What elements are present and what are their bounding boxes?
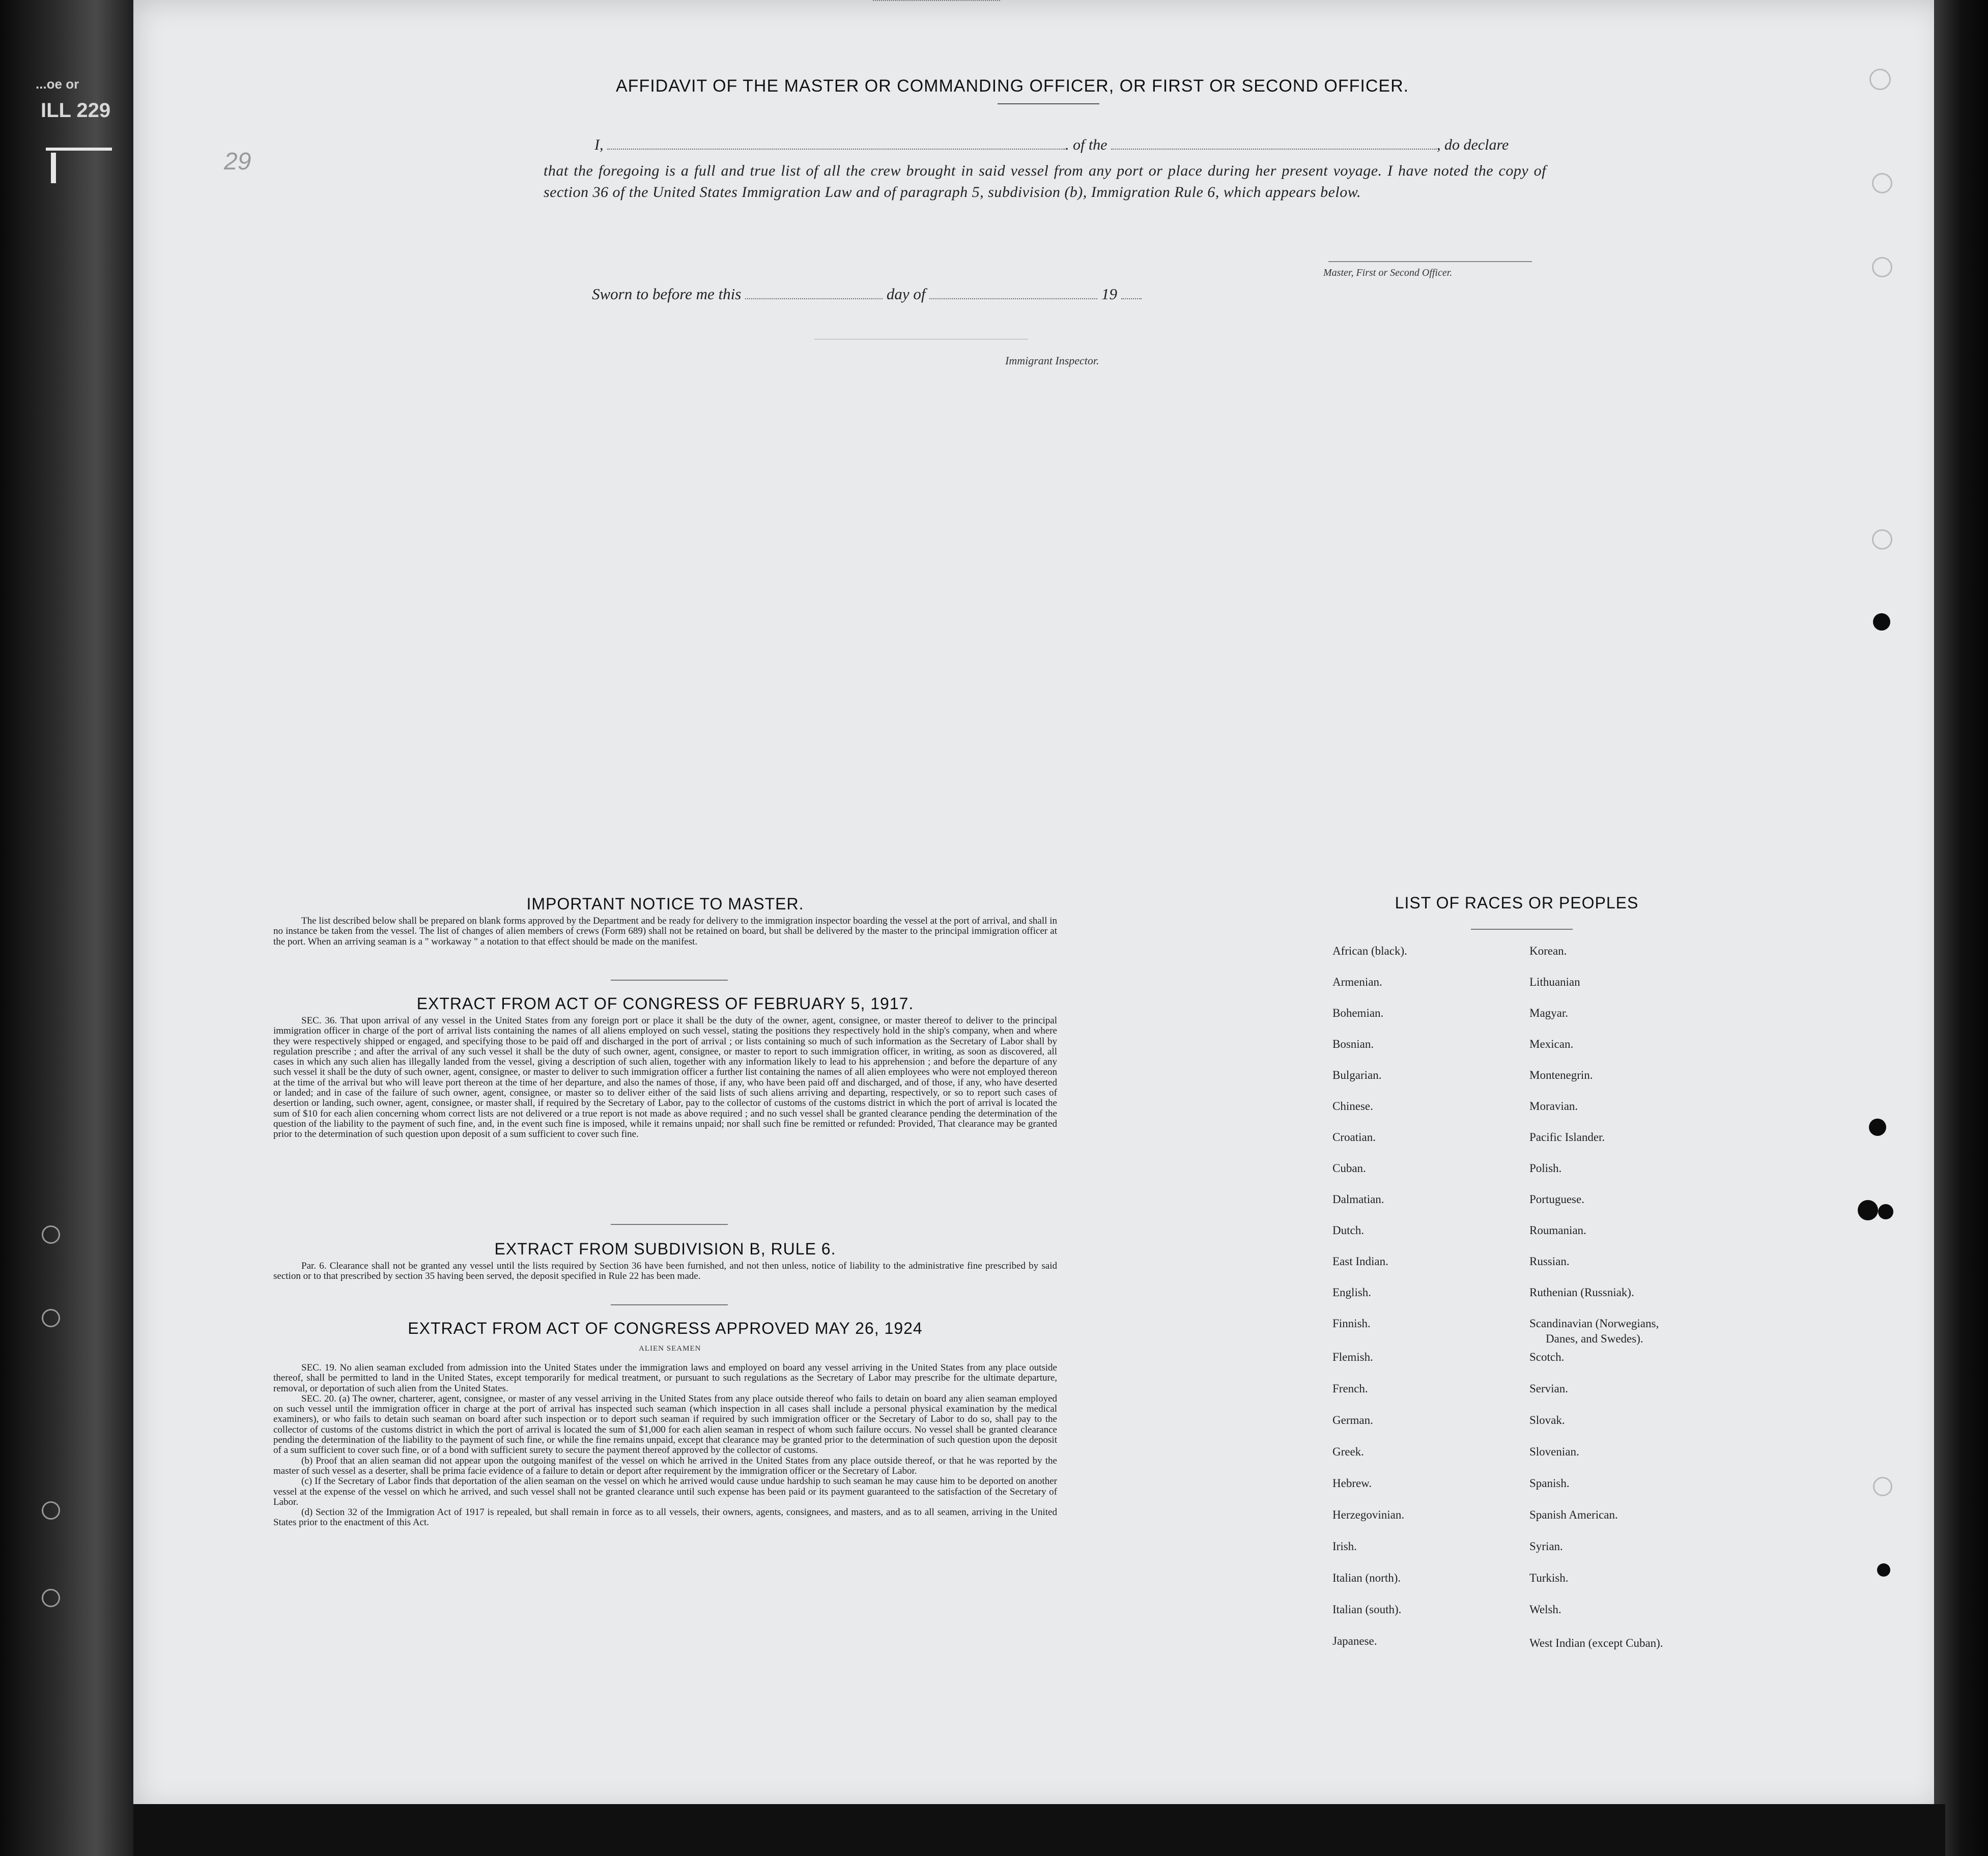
race-item: Chinese. <box>1332 1100 1373 1112</box>
race-item: Croatian. <box>1332 1131 1376 1144</box>
race-item: Irish. <box>1332 1540 1357 1553</box>
race-item: Italian (north). <box>1332 1572 1401 1584</box>
punch-hole <box>1869 69 1891 90</box>
extract-1917-divider <box>611 1224 728 1225</box>
affidavit-i-label: I, <box>594 136 604 153</box>
race-item: Pacific Islander. <box>1529 1131 1605 1144</box>
affidavit-title: AFFIDAVIT OF THE MASTER OR COMMANDING OFFICER, OR FIRST OR SECOND OFFICER. <box>616 76 1409 96</box>
race-item: Syrian. <box>1529 1540 1563 1553</box>
sworn-day-field[interactable] <box>745 298 883 299</box>
punch-hole <box>1873 1477 1892 1496</box>
race-item: Slovenian. <box>1529 1445 1579 1458</box>
sworn-year-label: 19 <box>1101 285 1117 303</box>
race-item: Danes, and Swedes). <box>1546 1332 1643 1345</box>
extract-1924-sec19: SEC. 19. No alien seaman excluded from admission into the United States under the immigration laws and employed on board any vessel arriving in the United States from any place outside thereof, shall be permitted to land in the United States, except temporarily for medical treatment, or pursuant to such regulations as the Secretary of Labor may prescribe for the ultimate departure, removal, or deportation of such alien from the United States. <box>273 1362 1057 1394</box>
race-item: Dalmatian. <box>1332 1193 1384 1206</box>
margin-stamp-small: ...oe or <box>36 76 79 92</box>
punch-hole <box>1873 613 1890 631</box>
race-item: Ruthenian (Russniak). <box>1529 1286 1634 1299</box>
race-item: Bosnian. <box>1332 1038 1374 1050</box>
punch-hole <box>1869 1119 1886 1136</box>
affidavit-body-text: that the foregoing is a full and true list of all the crew brought in said vessel from any port or place during her present voyage. I have noted the copy of section 36 of the United States Immigration Law and of paragraph 5, subdivision (b), Immigration Rule 6, which appears below. <box>544 162 1546 201</box>
inspector-caption: Immigrant Inspector. <box>1005 354 1099 367</box>
notice-divider <box>611 980 728 981</box>
races-title: LIST OF RACES OR PEOPLES <box>1395 894 1639 912</box>
race-item: Montenegrin. <box>1529 1069 1593 1081</box>
race-item: Korean. <box>1529 945 1567 957</box>
race-item: Scotch. <box>1529 1351 1565 1363</box>
race-item: Finnish. <box>1332 1317 1371 1330</box>
punch-hole <box>1872 529 1892 550</box>
race-item: Flemish. <box>1332 1351 1373 1363</box>
margin-stamp: ILL 229 <box>41 99 111 122</box>
sworn-year-field[interactable] <box>1121 298 1142 299</box>
race-item: Spanish. <box>1529 1477 1570 1490</box>
race-item: Armenian. <box>1332 976 1382 988</box>
sworn-line <box>592 285 1142 303</box>
race-item: East Indian. <box>1332 1255 1388 1268</box>
race-item: Japanese. <box>1332 1635 1377 1647</box>
race-item: Slovak. <box>1529 1414 1565 1426</box>
sworn-prefix-label: Sworn to before me this <box>592 285 742 303</box>
sworn-month-field[interactable] <box>929 298 1097 299</box>
affidavit-title-rule <box>998 103 1099 104</box>
race-item: West Indian (except Cuban). <box>1529 1637 1663 1649</box>
race-item: Servian. <box>1529 1382 1569 1395</box>
binder-hole <box>42 1309 60 1327</box>
race-item: Dutch. <box>1332 1224 1364 1237</box>
races-title-rule <box>1471 929 1573 930</box>
punch-hole <box>1878 1204 1893 1219</box>
affidavit-of-the-label: . of the <box>1065 136 1107 153</box>
extract-rule6-block <box>273 1261 1057 1282</box>
affidavit-declaration-line <box>594 136 1509 154</box>
race-item: French. <box>1332 1382 1368 1395</box>
margin-tick-mark <box>51 153 56 183</box>
extract-1924-sec20c: (c) If the Secretary of Labor finds that deportation of the alien seaman on the vessel on which he arrived would cause undue hardship to such seaman he may cause him to be deported on another vessel at the expense of the vessel on which he arrived, and such vessel shall not be granted clearance until such expense has been paid or its payment guaranteed to the satisfaction of the Secretary of Labor. <box>273 1476 1057 1507</box>
race-item: English. <box>1332 1286 1372 1299</box>
race-item: Polish. <box>1529 1162 1562 1175</box>
scan-left-edge <box>0 0 137 1856</box>
race-item: Hebrew. <box>1332 1477 1372 1490</box>
extract-1917-block <box>273 1016 1057 1140</box>
race-item: Turkish. <box>1529 1572 1569 1584</box>
race-item: Mexican. <box>1529 1038 1574 1050</box>
notice-text-block <box>273 916 1057 947</box>
race-item: Spanish American. <box>1529 1508 1618 1521</box>
officer-name-field[interactable] <box>607 149 1065 150</box>
notice-title: IMPORTANT NOTICE TO MASTER. <box>526 895 804 913</box>
sworn-day-of-label: day of <box>886 285 926 303</box>
extract-rule6-title: EXTRACT FROM SUBDIVISION B, RULE 6. <box>494 1240 836 1258</box>
binder-hole <box>42 1501 60 1520</box>
extract-rule6-divider <box>611 1304 728 1305</box>
margin-bracket-mark <box>46 148 112 151</box>
race-item: Russian. <box>1529 1255 1570 1268</box>
punch-hole <box>1872 257 1892 277</box>
binder-hole <box>42 1589 60 1607</box>
race-item: Portuguese. <box>1529 1193 1584 1206</box>
race-item: German. <box>1332 1414 1373 1426</box>
extract-1917-text: SEC. 36. That upon arrival of any vessel in the United States from any foreign port or place it shall be the duty of the owner, agent, consignee, or master thereof to deliver to the principal immigration officer in charge of the port of arrival lists containing the names of all aliens employed on such vessel, stating the positions they respectively hold in the ship's company, when and where they were respectively shipped or engaged, and specifying those to be paid off and discharged in the port of arrival ; or lists containing so much of such information as the Secretary of Labor shall by regulation prescribe ; and after the arrival of any such vessel it shall be the duty of such owner, agent, consignee, or master to report to such immigration officer, in writing, as soon as discovered, all cases in which any such alien has illegally landed from the vessel, giving a description of such alien, together with any information likely to lead to his apprehension ; and before the departure of any such vessel it shall be the duty of such owner, agent, consignee, or master to deliver to such immigration officer a further list containing the names of all alien employees who were not employed thereon at the time of the arrival but who will leave port thereon at the time of her departure, and also the names of those, if any, who have been paid off and discharged, and of those, if any, who have deserted or landed; and in case of the failure of such owner, agent, consignee, or master so to deliver either of the said lists of such aliens arriving and departing, respectively, or so to report such cases of desertion or landing, such owner, agent, consignee, or master shall, if required by the Secretary of Labor, pay to the collector of customs of the customs district in which the port of arrival is located the sum of $10 for each alien concerning whom correct lists are not delivered or a true report is not made as above required ; and no such vessel shall be granted clearance pending the determination of the question of the liability to the payment of such fine, and, in the event such fine is imposed, while it remains unpaid; nor shall such fine be remitted or refunded: Provided, That clearance may be granted prior to the determination of such question upon deposit of a sum sufficient to cover such fine. <box>273 1015 1057 1140</box>
race-item: Cuban. <box>1332 1162 1366 1175</box>
inspector-signature-line[interactable] <box>873 0 1000 1</box>
scan-bottom-edge <box>133 1804 1945 1856</box>
race-item: Herzegovinian. <box>1332 1508 1405 1521</box>
race-item: Welsh. <box>1529 1603 1561 1616</box>
race-item: Lithuanian <box>1529 976 1580 988</box>
race-item: Magyar. <box>1529 1007 1569 1019</box>
master-signature-line[interactable] <box>1328 261 1532 262</box>
race-item: Bohemian. <box>1332 1007 1384 1019</box>
race-item: Roumanian. <box>1529 1224 1586 1237</box>
extract-1924-subtitle: ALIEN SEAMEN <box>639 1345 701 1353</box>
punch-hole <box>1872 173 1892 193</box>
notice-text: The list described below shall be prepared on blank forms approved by the Department and be ready for delivery to the immigration inspector boarding the vessel at the port of arrival, and shall in no instance be taken from the vessel. The list of changes of alien members of crews (Form 689) shall not be retained on board, but shall be delivered by the master to the principal immigration officer at the port. When an arriving seaman is a " workaway " a notation to that effect should be made on the manifest. <box>273 916 1057 947</box>
punch-hole <box>1858 1200 1878 1220</box>
binder-hole <box>42 1225 60 1244</box>
extract-1924-title: EXTRACT FROM ACT OF CONGRESS APPROVED MAY 26, 1924 <box>408 1319 923 1337</box>
scan-right-edge <box>1934 0 1988 1856</box>
race-item: Italian (south). <box>1332 1603 1402 1616</box>
race-item: Scandinavian (Norwegians, <box>1529 1317 1659 1330</box>
extract-1924-sec20a: SEC. 20. (a) The owner, charterer, agent, consignee, or master of any vessel arriving in the United States from any place outside thereof who fails to detain on board any alien seaman employed on such vessel until the immigration officer in charge at the port of arrival has inspected such seaman (which inspection in all cases shall include a personal physical examination by the medical examiners), or who fails to detain such seaman on board after such inspection or to deport such seaman if required by such immigration officer or the Secretary of Labor to do so, shall pay to the collector of customs of the customs district in which the port of arrival is located the sum of $1,000 for each alien seaman in respect of whom such failure occurs. No vessel shall be granted clearance pending the determination of the liability to the payment of such fine, or while the fine remains unpaid, except that clearance may be granted prior to the determination of such question upon the deposit of a sum sufficient to cover such fine, or of a bond with sufficient surety to secure the payment thereof approved by the collector of customs. <box>273 1393 1057 1456</box>
page-number: 29 <box>224 148 251 175</box>
punch-hole <box>1877 1563 1890 1577</box>
vessel-name-field[interactable] <box>1111 149 1437 150</box>
race-item: African (black). <box>1332 945 1407 957</box>
race-item: Bulgarian. <box>1332 1069 1382 1081</box>
race-item: Greek. <box>1332 1445 1364 1458</box>
affidavit-declare-label: , do declare <box>1437 136 1509 153</box>
extract-1924-sec20d: (d) Section 32 of the Immigration Act of 1917 is repealed, but shall remain in force as to all vessels, their owners, agents, consignees, and masters, and as to all seamen, arriving in the United States prior to the enactment of this Act. <box>273 1507 1057 1528</box>
race-item: Moravian. <box>1529 1100 1578 1112</box>
extract-rule6-text: Par. 6. Clearance shall not be granted any vessel until the lists required by Section 36 have been furnished, and not then unless, notice of liability to the administrative fine prescribed by said section or to that prescribed by section 35 having been served, the deposit specified in Rule 22 has been made. <box>273 1261 1057 1282</box>
master-signature-caption: Master, First or Second Officer. <box>1323 267 1453 278</box>
extract-1924-sec20b: (b) Proof that an alien seaman did not appear upon the outgoing manifest of the vessel on which he arrived in the United States from any place outside thereof, or that he was reported by the master of such vessel as a deserter, shall be prima facie evidence of a failure to detain or deport after requirement by the immigration officer or the Secretary of Labor. <box>273 1455 1057 1476</box>
extract-1924-block <box>273 1363 1057 1528</box>
extract-1917-title: EXTRACT FROM ACT OF CONGRESS OF FEBRUARY 5, 1917. <box>416 994 914 1013</box>
